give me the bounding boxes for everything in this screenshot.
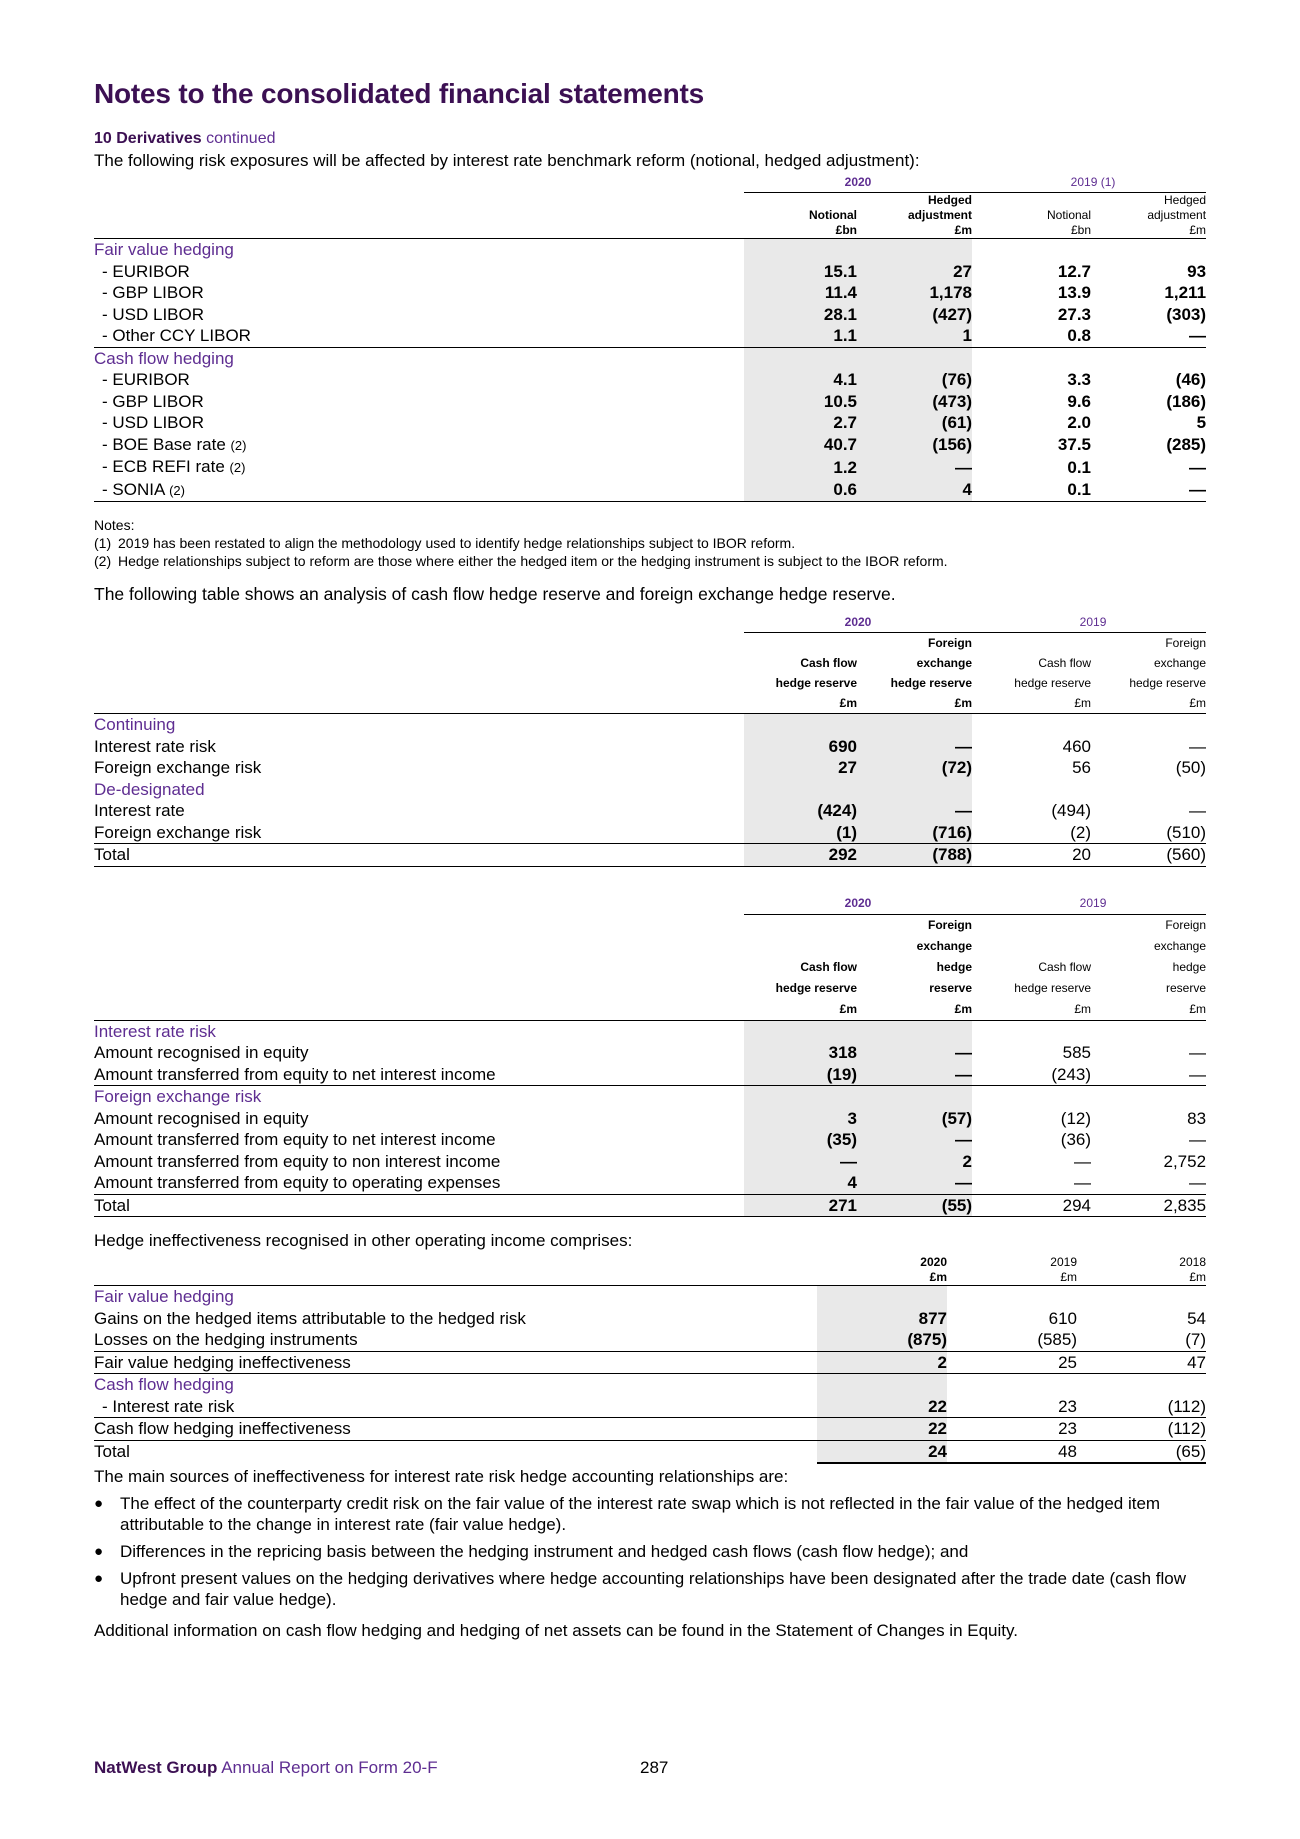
- cell-value: (186): [1166, 391, 1207, 411]
- cell-value: (50): [1175, 758, 1207, 777]
- table-row: Gains on the hedged items attributable to the hedged risk 877 610 54: [94, 1308, 1206, 1328]
- row-label: - SONIA (2): [94, 479, 744, 502]
- table-row: Cash flow hedging ineffectiveness 22 23 (112): [94, 1419, 1206, 1438]
- sources-intro: The main sources of ineffectiveness for interest rate risk hedge accounting relationships are:: [94, 1467, 789, 1486]
- row-label: Amount transferred from equity to operating expenses: [94, 1172, 744, 1194]
- cell-value: 13.9: [1057, 283, 1092, 302]
- cell-value: —: [857, 1172, 972, 1194]
- table-row: [94, 434, 1206, 457]
- cell-value: 28.1: [744, 304, 857, 326]
- page-number: 287: [640, 1758, 669, 1777]
- cell-value: (57): [857, 1108, 972, 1130]
- page-content: [94, 78, 1206, 1641]
- bullet-item: ● Differences in the repricing basis between the hedging instrument and hedged cash flows (cash flow hedge); and: [94, 1542, 969, 1561]
- cell-value: 2,835: [1091, 1194, 1206, 1217]
- row-label: Total: [94, 1194, 744, 1217]
- cell-value: —: [1074, 1151, 1092, 1171]
- notes-heading: Notes:: [94, 517, 135, 533]
- ineffectiveness-sources: [94, 1466, 1206, 1641]
- t3-year-2019: 2019: [972, 893, 1206, 915]
- row-label: Foreign exchange risk: [94, 758, 262, 777]
- t3-col-fxhr-2020: Foreign exchange hedge reserve £m: [857, 914, 972, 1020]
- t1-year-2019: 2019 (1): [972, 171, 1206, 193]
- bullet-item: ● The effect of the counterparty credit risk on the fair value of the interest rate swap which is not reflected in the fair value of the hedged item attributable to the change in interest rate (fair value hedge).: [94, 1494, 1161, 1534]
- cell-value: (36): [1060, 1130, 1092, 1149]
- t4-col-2018: 2018 £m: [1077, 1255, 1206, 1286]
- table-row: - Interest rate risk 22 23 (112): [94, 1396, 1206, 1418]
- note-item: (1) 2019 has been restated to align the methodology used to identify hedge relationships subject to IBOR reform.: [94, 535, 796, 551]
- cell-value: (788): [857, 844, 972, 867]
- cell-value: —: [1189, 326, 1207, 345]
- table-row: [94, 391, 1206, 413]
- cell-value: 1,211: [1164, 283, 1207, 302]
- t4-col-2020: 2020 £m: [817, 1255, 947, 1286]
- cell-value: 40.7: [744, 434, 857, 457]
- cell-value: (19): [744, 1064, 857, 1086]
- cell-value: 292: [744, 844, 857, 867]
- cell-value: (61): [857, 412, 972, 434]
- row-label: Total: [94, 844, 744, 867]
- cell-value: (473): [857, 391, 972, 413]
- cell-value: 690: [744, 736, 857, 758]
- table-row: [94, 282, 1206, 304]
- t1-col-hedged-2019: Hedged adjustment £m: [1091, 193, 1206, 239]
- row-label: Amount transferred from equity to net interest income: [94, 1130, 496, 1149]
- cell-value: —: [857, 800, 972, 822]
- row-label: - BOE Base rate (2): [102, 434, 247, 454]
- table-row: [94, 479, 1206, 502]
- cell-value: 15.1: [744, 261, 857, 283]
- t2-continuing-label: Continuing: [94, 715, 176, 734]
- cell-value: (2): [972, 822, 1091, 844]
- cell-value: 3.3: [1067, 370, 1092, 389]
- table-row: Fair value hedging ineffectiveness 2 25 47: [94, 1352, 1206, 1372]
- cell-value: 9.6: [1067, 391, 1092, 411]
- table-row: [94, 1129, 1206, 1151]
- cell-value: 2,752: [1163, 1151, 1207, 1171]
- t2-col-fxhr-2020: Foreign exchange hedge reserve £m: [857, 633, 972, 714]
- footer-report: Annual Report on Form 20-F: [221, 1758, 438, 1777]
- row-label: - GBP LIBOR: [102, 391, 204, 411]
- cell-value: (72): [857, 757, 972, 779]
- table-row: [94, 456, 1206, 479]
- table-row: [94, 369, 1206, 391]
- table1-intro: The following risk exposures will be affected by interest rate benchmark reform (notional, hedged adjustment):: [94, 151, 920, 170]
- closing-text: Additional information on cash flow hedging and hedging of net assets can be found in the Statement of Changes in Equity.: [94, 1621, 1018, 1640]
- cell-value: 585: [1062, 1043, 1092, 1062]
- cell-value: 10.5: [744, 391, 857, 413]
- cell-value: 37.5: [1057, 435, 1092, 454]
- cell-value: —: [857, 736, 972, 758]
- note-item: (2) Hedge relationships subject to reform are those where either the hedged item or the hedging instrument is subject to the IBOR reform.: [94, 553, 948, 569]
- t1-fair-value-label: Fair value hedging: [94, 240, 234, 259]
- hedge-reserve-table: [94, 611, 1206, 867]
- cell-value: —: [1189, 1043, 1207, 1062]
- cell-value: 4: [857, 479, 972, 502]
- table-row: [94, 325, 1206, 347]
- row-label: Interest rate: [94, 801, 185, 820]
- footnote-ref: (2): [229, 460, 246, 475]
- footer: [94, 1758, 438, 1778]
- cell-value: (494): [1051, 801, 1092, 820]
- hedge-reserve-movements-table: [94, 893, 1206, 1218]
- cell-value: —: [857, 1042, 972, 1064]
- table-row: [94, 412, 1206, 434]
- bullet-icon: ●: [94, 1570, 104, 1587]
- table4-intro: Hedge ineffectiveness recognised in other operating income comprises:: [94, 1231, 633, 1250]
- cell-value: 294: [972, 1194, 1091, 1217]
- cell-value: 83: [1187, 1108, 1207, 1128]
- section-heading: [94, 130, 1206, 148]
- table-row: [94, 1172, 1206, 1194]
- row-label: Amount recognised in equity: [94, 1043, 309, 1062]
- bullet-icon: ●: [94, 1543, 104, 1560]
- cell-value: 2: [857, 1151, 972, 1173]
- row-label: Amount transferred from equity to non interest income: [94, 1151, 501, 1171]
- cell-value: (156): [857, 434, 972, 457]
- cell-value: 27: [857, 261, 972, 283]
- cell-value: 0.8: [1067, 326, 1092, 345]
- cell-value: (303): [1166, 304, 1207, 324]
- table-row: [94, 736, 1206, 758]
- cell-value: —: [1189, 801, 1207, 820]
- table2-intro: The following table shows an analysis of cash flow hedge reserve and foreign exchange hedge reserve.: [94, 584, 896, 604]
- cell-value: —: [1091, 479, 1206, 502]
- row-label: - EURIBOR: [102, 370, 190, 389]
- cell-value: 1.2: [744, 456, 857, 479]
- t1-col-notional-2019: Notional £bn: [972, 193, 1091, 239]
- cell-value: 0.1: [972, 479, 1091, 502]
- table-row: [94, 261, 1206, 283]
- cell-value: 12.7: [1057, 261, 1092, 281]
- cell-value: —: [1189, 736, 1207, 756]
- table-row: [94, 800, 1206, 822]
- cell-value: 27: [744, 757, 857, 779]
- cell-value: (76): [857, 369, 972, 391]
- cell-value: —: [744, 1151, 857, 1173]
- table-total-row: Total 24 48 (65): [94, 1441, 1206, 1461]
- footer-brand: NatWest Group: [94, 1758, 218, 1777]
- t1-cash-flow-label: Cash flow hedging: [94, 347, 744, 369]
- t3-col-cfhr-2020: Cash flow hedge reserve £m: [744, 914, 857, 1020]
- footnote-ref: (2): [230, 437, 247, 453]
- t4-col-2019: 2019 £m: [947, 1255, 1077, 1286]
- t1-col-notional-2020: Notional £bn: [744, 193, 857, 239]
- row-label: - GBP LIBOR: [102, 283, 204, 302]
- cell-value: 271: [744, 1194, 857, 1217]
- cell-value: 93: [1187, 261, 1207, 281]
- table-row: [94, 304, 1206, 326]
- cell-value: 1: [857, 325, 972, 347]
- cell-value: 3: [744, 1108, 857, 1130]
- cell-value: 1,178: [857, 282, 972, 304]
- cell-value: (1): [744, 822, 857, 844]
- table-row: [94, 757, 1206, 779]
- table-row: [94, 822, 1206, 844]
- t2-col-cfhr-2020: Cash flow hedge reserve £m: [744, 633, 857, 714]
- row-label: Interest rate risk: [94, 736, 216, 756]
- t3-ir-label: Interest rate risk: [94, 1021, 216, 1041]
- cell-value: 20: [972, 844, 1091, 867]
- hedge-ineffectiveness-table: [94, 1255, 1206, 1464]
- t2-dedesignated-label: De-designated: [94, 779, 205, 799]
- cell-value: —: [1091, 1064, 1206, 1086]
- cell-value: (560): [1091, 844, 1206, 867]
- row-label: - EURIBOR: [102, 261, 190, 281]
- table-row: Losses on the hedging instruments (875) (585) (7): [94, 1330, 1206, 1349]
- cell-value: (12): [1060, 1108, 1092, 1128]
- cell-value: 1.1: [744, 325, 857, 347]
- cell-value: 11.4: [744, 282, 857, 304]
- row-label: - USD LIBOR: [102, 413, 205, 432]
- t4-fv-label: Fair value hedging: [94, 1287, 234, 1306]
- t4-cf-label: Cash flow hedging: [94, 1375, 234, 1394]
- cell-value: (510): [1091, 822, 1206, 844]
- table-row: [94, 1151, 1206, 1173]
- row-label: Amount transferred from equity to net interest income: [94, 1064, 744, 1086]
- table-row: [94, 1042, 1206, 1064]
- cell-value: (285): [1166, 435, 1207, 454]
- t3-fx-label: Foreign exchange risk: [94, 1087, 262, 1106]
- cell-value: (55): [857, 1194, 972, 1217]
- row-label: Foreign exchange risk: [94, 822, 744, 844]
- t2-year-2019: 2019: [972, 611, 1206, 633]
- cell-value: —: [1189, 457, 1207, 477]
- section-suffix: continued: [206, 130, 276, 147]
- cell-value: (716): [857, 822, 972, 844]
- section-label: 10 Derivatives: [94, 130, 202, 147]
- t1-col-hedged-2020: Hedged adjustment £m: [857, 193, 972, 239]
- cell-value: 460: [1062, 736, 1092, 756]
- t2-col-cfhr-2019: Cash flow hedge reserve £m: [972, 633, 1091, 714]
- cell-value: 0.6: [744, 479, 857, 502]
- row-label: Amount recognised in equity: [94, 1108, 309, 1128]
- footnote-ref: (2): [169, 482, 185, 498]
- row-label: - Other CCY LIBOR: [102, 326, 251, 345]
- cell-value: —: [972, 1172, 1091, 1194]
- t2-year-2020: 2020: [744, 611, 972, 633]
- cell-value: 4: [744, 1172, 857, 1194]
- cell-value: 27.3: [1057, 304, 1092, 324]
- cell-value: (46): [1175, 370, 1207, 389]
- cell-value: —: [857, 1129, 972, 1151]
- cell-value: 2.7: [744, 412, 857, 434]
- page-title: Notes to the consolidated financial statements: [94, 78, 705, 109]
- table-total-row: [94, 844, 1206, 867]
- cell-value: (424): [744, 800, 857, 822]
- cell-value: 56: [1072, 758, 1092, 777]
- cell-value: —: [857, 456, 972, 479]
- table-row: [94, 1108, 1206, 1130]
- cell-value: 5: [1196, 413, 1207, 432]
- table-row: [94, 1064, 1206, 1086]
- t3-col-cfhr-2019: Cash flow hedge reserve £m: [972, 914, 1091, 1020]
- row-label: - ECB REFI rate (2): [102, 457, 246, 476]
- row-label: - USD LIBOR: [102, 304, 205, 324]
- cell-value: (243): [972, 1064, 1091, 1086]
- cell-value: 0.1: [1067, 457, 1092, 477]
- bullet-item: ● Upfront present values on the hedging derivatives where hedge accounting relationships have been designated after the trade date (cash flow hedge and fair value hedge).: [94, 1569, 1187, 1609]
- cell-value: —: [1189, 1130, 1207, 1149]
- t1-year-2020: 2020: [744, 171, 972, 193]
- cell-value: 4.1: [744, 369, 857, 391]
- t3-year-2020: 2020: [744, 893, 972, 915]
- t2-col-fxhr-2019: Foreign exchange hedge reserve £m: [1091, 633, 1206, 714]
- table-total-row: [94, 1194, 1206, 1217]
- cell-value: (427): [857, 304, 972, 326]
- ibor-exposure-table: [94, 171, 1206, 502]
- cell-value: —: [1091, 1172, 1206, 1194]
- cell-value: (35): [744, 1129, 857, 1151]
- notes-block: [94, 516, 1206, 570]
- cell-value: 318: [744, 1042, 857, 1064]
- cell-value: —: [857, 1064, 972, 1086]
- cell-value: 2.0: [1067, 413, 1092, 432]
- t3-col-fxhr-2019: Foreign exchange hedge reserve £m: [1091, 914, 1206, 1020]
- bullet-icon: ●: [94, 1495, 104, 1512]
